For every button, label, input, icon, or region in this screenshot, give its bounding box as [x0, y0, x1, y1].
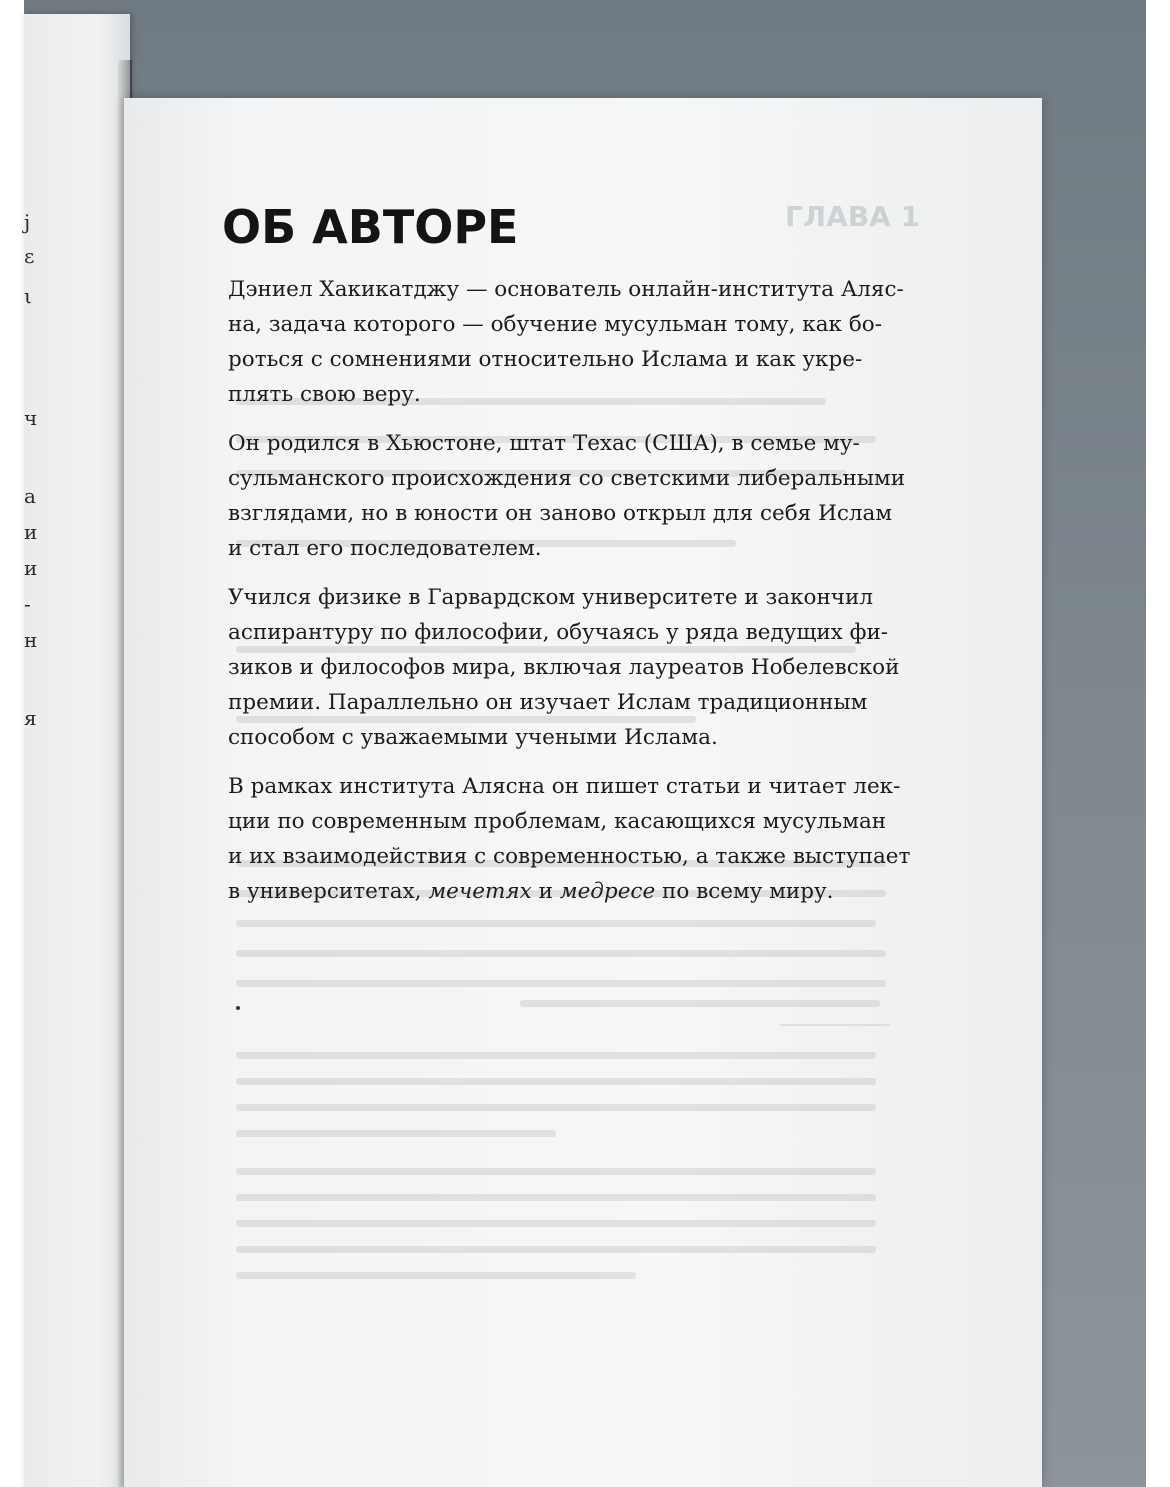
ink-dot	[236, 1006, 240, 1010]
text-fragment: и	[531, 879, 560, 904]
edge-letter: я	[24, 706, 37, 730]
text-line: способом с уважаемыми учеными Ислама.	[228, 725, 718, 750]
italic-word-madrasas: медресе	[559, 879, 656, 904]
text-line: на, задача которого — обучение мусульман тому, как бо-	[228, 312, 882, 337]
text-line: В рамках института Алясна он пишет статьи и читает лек-	[228, 774, 901, 799]
edge-letter: и	[24, 556, 38, 580]
text-line: аспирантуру по философии, обучаясь у ряда ведущих фи-	[228, 620, 889, 645]
text-line: ции по современным проблемам, касающихся мусульман	[228, 809, 887, 834]
text-line: Дэниел Хакикатджу — основатель онлайн-института Аляс-	[228, 277, 904, 302]
edge-letter: -	[24, 592, 31, 616]
bio-paragraph-2	[228, 426, 906, 566]
author-bio	[228, 272, 911, 923]
edge-letter: ч	[24, 406, 38, 430]
bio-paragraph-1	[228, 272, 904, 412]
text-line: и их взаимодействия с современностью, а также выступает	[228, 844, 911, 869]
bio-paragraph-4	[228, 769, 911, 909]
edge-letter: а	[24, 484, 36, 508]
text-line: взглядами, но в юности он заново открыл для себя Ислам	[228, 501, 893, 526]
text-line: роться с сомнениями относительно Ислама и как укре-	[228, 347, 863, 372]
bio-paragraph-3	[228, 580, 900, 755]
text-line: премии. Параллельно он изучает Ислам традиционным	[228, 690, 868, 715]
edge-letter: н	[24, 628, 38, 652]
text-line: и стал его последователем.	[228, 536, 542, 561]
show-through-heading: ГЛАВА 1	[785, 200, 921, 233]
text-line-last	[228, 874, 900, 909]
edge-letter: ј	[24, 210, 31, 234]
text-fragment: по всему миру.	[655, 879, 834, 904]
edge-letter: и	[24, 520, 38, 544]
edge-letter: ɛ	[24, 244, 35, 268]
text-line: сульманского происхождения со светскими либеральными	[228, 466, 906, 491]
text-fragment: в университетах,	[228, 879, 429, 904]
page-title: ОБ АВТОРЕ	[222, 200, 519, 254]
left-page-edge	[24, 14, 130, 1487]
text-line: Он родился в Хьюстоне, штат Техас (США), в семье му-	[228, 431, 860, 456]
text-line: плять свою веру.	[228, 382, 421, 407]
text-line: Учился физике в Гарвардском университете и закончил	[228, 585, 874, 610]
italic-word-mosques: мечетях	[428, 879, 532, 904]
text-line: зиков и философов мира, включая лауреатов Нобелевской	[228, 655, 900, 680]
edge-letter: ι	[24, 284, 32, 308]
